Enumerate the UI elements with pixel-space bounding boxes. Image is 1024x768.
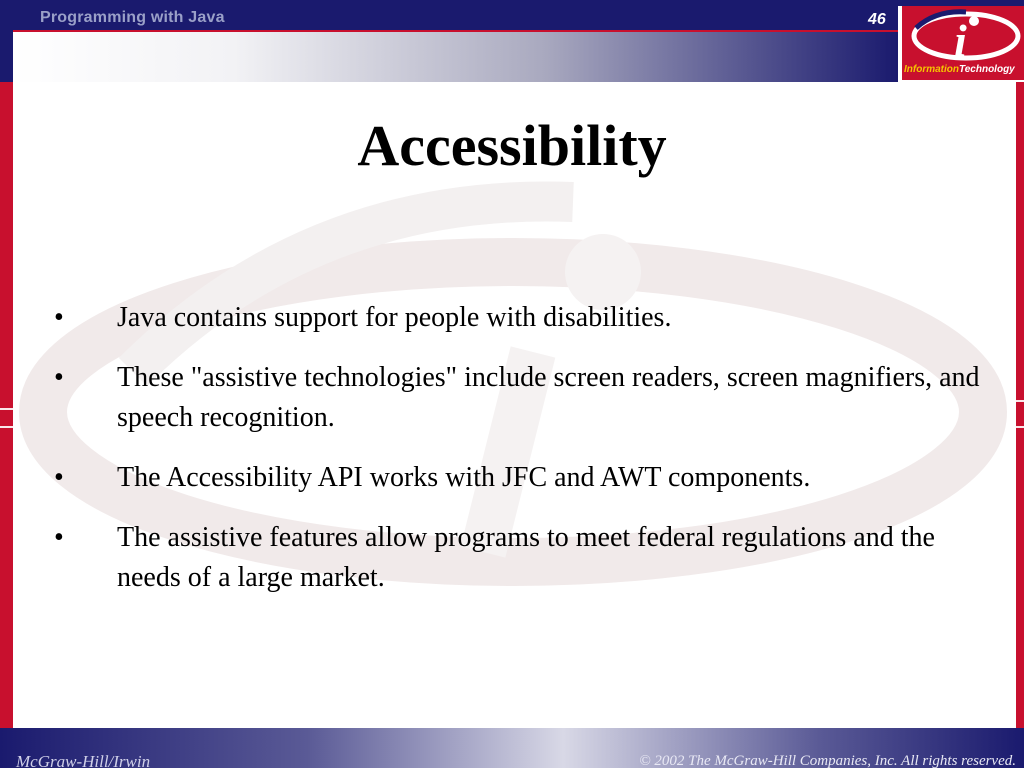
logo-label: InformationTechnology (904, 64, 1015, 75)
right-frame-bar (1016, 82, 1024, 768)
list-item (50, 518, 980, 598)
bullet-text: Java contains support for people with disabilities. (117, 302, 672, 333)
bullet-marker: • (54, 362, 64, 393)
bullet-marker: • (54, 522, 64, 553)
slide-title: Accessibility (357, 113, 667, 178)
list-item (50, 458, 980, 498)
list-item (50, 358, 980, 438)
bullet-text: These "assistive technologies" include screen readers, screen magnifiers, and speech recognition. (117, 362, 980, 433)
bullet-list (50, 298, 980, 618)
bullet-text: The Accessibility API works with JFC and AWT components. (117, 462, 811, 493)
publisher-label: McGraw-Hill/Irwin (16, 752, 151, 768)
course-title: Programming with Java (40, 9, 225, 26)
footer-band (0, 728, 1024, 768)
information-technology-logo (898, 0, 1024, 82)
header-red-rule (13, 30, 898, 32)
list-item (50, 298, 980, 338)
right-frame-divider (1016, 400, 1024, 402)
bullet-text: The assistive features allow programs to meet federal regulations and the needs of a large market. (117, 522, 935, 593)
left-frame-divider (0, 426, 13, 428)
logo-letter: i (954, 15, 967, 66)
right-frame-divider (1016, 426, 1024, 428)
copyright-notice: © 2002 The McGraw-Hill Companies, Inc. All rights reserved. (639, 753, 1016, 768)
bullet-marker: • (54, 302, 64, 333)
slide-number: 46 (868, 11, 886, 28)
bullet-marker: • (54, 462, 64, 493)
left-frame-divider (0, 408, 13, 410)
